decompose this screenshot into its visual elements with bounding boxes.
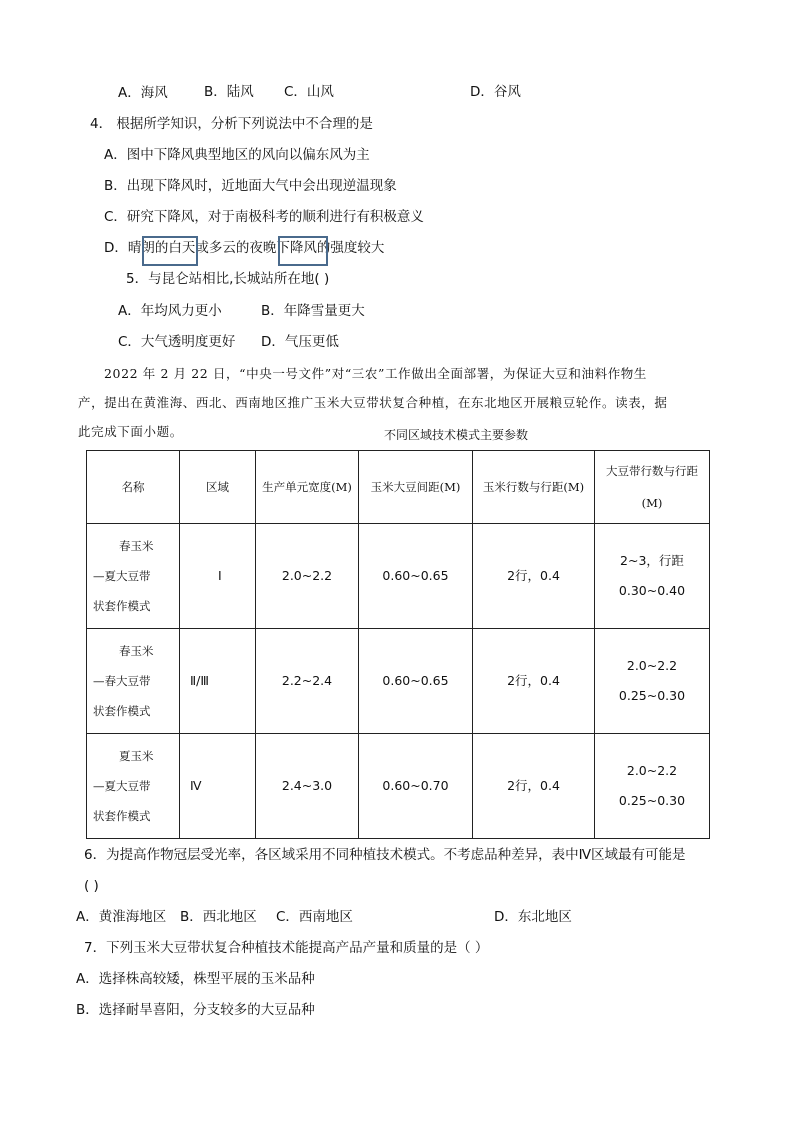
row1-unit-width: 2.0~2.2	[256, 524, 359, 629]
q3-option-d: D．谷风	[470, 84, 521, 100]
q5-option-c: C．大气透明度更好	[118, 334, 236, 350]
q3-option-b: B．陆风	[204, 84, 254, 100]
q7-option-b: B．选择耐旱喜阳，分支较多的大豆品种	[76, 1002, 315, 1018]
header-unit-width: 生产单元宽度(M)	[256, 451, 359, 524]
q6-option-a: A．黄淮海地区	[76, 909, 167, 925]
intro-line-1: 2022 年 2 月 22 日，“中央一号文件”对“三农”工作做出全面部署，为保证大豆和油料作物生	[104, 366, 647, 381]
row2-spacing: 0.60~0.65	[359, 629, 473, 734]
table-row	[87, 524, 710, 629]
row3-unit-width: 2.4~3.0	[256, 734, 359, 839]
q4-stem: 4． 根据所学知识，分析下列说法中不合理的是	[90, 116, 373, 132]
row3-corn-rows: 2行，0.4	[473, 734, 595, 839]
row1-corn-rows: 2行，0.4	[473, 524, 595, 629]
highlight-box-1	[142, 236, 198, 266]
q4-option-d: D．晴朗的白天或多云的夜晚下降风的强度较大	[104, 240, 385, 256]
intro-line-2: 产，提出在黄淮海、西北、西南地区推广玉米大豆带状复合种植，在东北地区开展粮豆轮作。读表，据	[78, 395, 668, 410]
table-row	[87, 629, 710, 734]
q7-stem: 7．下列玉米大豆带状复合种植技术能提高产品产量和质量的是（ ）	[84, 940, 489, 956]
q6-option-b: B．西北地区	[180, 909, 257, 925]
intro-line-3: 此完成下面小题。	[78, 424, 183, 439]
row1-name: 春玉米 —夏大豆带 状套作模式	[87, 524, 180, 629]
row3-spacing: 0.60~0.70	[359, 734, 473, 839]
q3-option-a: A．海风	[118, 85, 168, 101]
parameters-table	[86, 450, 710, 839]
q6-option-c: C．西南地区	[276, 909, 353, 925]
table-caption: 不同区域技术模式主要参数	[384, 428, 529, 442]
row3-region: Ⅳ	[180, 734, 256, 839]
q4-option-b: B．出现下降风时，近地面大气中会出现逆温现象	[104, 178, 397, 194]
row2-soy-rows: 2.0~2.2 0.25~0.30	[595, 629, 710, 734]
header-name: 名称	[87, 451, 180, 524]
q3-option-c: C．山风	[284, 84, 334, 100]
table-header-row	[87, 451, 710, 524]
row2-region: Ⅱ/Ⅲ	[180, 629, 256, 734]
header-soy-rows: 大豆带行数与行距 (M)	[595, 451, 710, 524]
q5-stem: 5．与昆仑站相比,长城站所在地( )	[126, 271, 330, 287]
row3-soy-rows: 2.0~2.2 0.25~0.30	[595, 734, 710, 839]
table-row	[87, 734, 710, 839]
q5-option-d: D．气压更低	[261, 334, 339, 350]
q6-blank: ( )	[84, 878, 99, 894]
row2-unit-width: 2.2~2.4	[256, 629, 359, 734]
row1-soy-rows: 2~3，行距 0.30~0.40	[595, 524, 710, 629]
highlight-box-2	[278, 236, 328, 266]
q5-option-a: A．年均风力更小	[118, 303, 222, 319]
header-region: 区域	[180, 451, 256, 524]
row3-name: 夏玉米 —夏大豆带 状套作模式	[87, 734, 180, 839]
row2-name: 春玉米 —春大豆带 状套作模式	[87, 629, 180, 734]
header-corn-rows: 玉米行数与行距(M)	[473, 451, 595, 524]
q6-stem: 6．为提高作物冠层受光率，各区域采用不同种植技术模式。不考虑品种差异，表中Ⅳ区域最有可能是	[84, 847, 686, 863]
header-spacing: 玉米大豆间距(M)	[359, 451, 473, 524]
row1-spacing: 0.60~0.65	[359, 524, 473, 629]
q6-option-d: D．东北地区	[494, 909, 572, 925]
q7-option-a: A．选择株高较矮，株型平展的玉米品种	[76, 971, 315, 987]
row2-corn-rows: 2行，0.4	[473, 629, 595, 734]
q5-option-b: B．年降雪量更大	[261, 303, 365, 319]
q4-option-a: A．图中下降风典型地区的风向以偏东风为主	[104, 147, 370, 163]
q4-option-c: C．研究下降风，对于南极科考的顺利进行有积极意义	[104, 209, 424, 225]
row1-region: Ⅰ	[180, 524, 256, 629]
